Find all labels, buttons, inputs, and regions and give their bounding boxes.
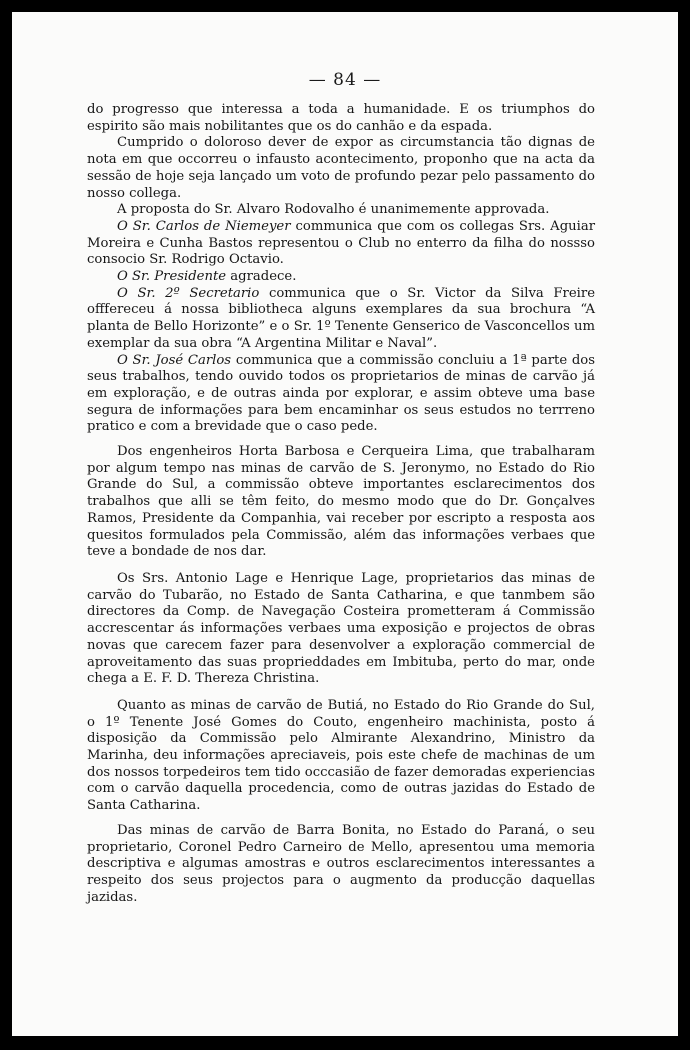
paragraph-text: do progresso que interessa a toda a humanidade. E os triumphos do espirito são mais nobilitantes que os do canhão e da espada. — [87, 102, 595, 134]
speaker-name: O Sr. 2º Secretario — [117, 285, 260, 301]
paragraph-text: communica que o Sr. Victor da Silva Freire offfereceu á nossa bibliotheca alguns exemplares da sua brochura “A planta de Bello Horizonte” e o Sr. 1º Tenente Genserico de Vasconcellos um exemplar da sua obra “A Argentina Militar e Naval”. — [87, 285, 595, 351]
paragraph — [87, 202, 595, 219]
paragraph-text: communica que a commissão concluiu a 1ª parte dos seus trabalhos, tendo ouvido todos os proprietarios de minas de carvão já em exploração, e de outras ainda por explorar, e assim obteve uma base segura de informações para bem encaminhar os seus estudos no terrreno pratico e com a brevidade que o caso pede. — [87, 352, 596, 435]
paragraph — [87, 102, 595, 135]
paragraph — [87, 219, 595, 269]
speaker-name: O Sr. José Carlos — [117, 352, 232, 368]
paragraph-text: A proposta do Sr. Alvaro Rodovalho é unanimemente approvada. — [117, 202, 550, 218]
paragraph — [87, 135, 595, 202]
speaker-name: O Sr. Carlos de Niemeyer — [117, 218, 291, 234]
paragraph-text: Cumprido o doloroso dever de expor as circumstancia tão dignas de nota em que occorreu o infausto acontecimento, proponho que na acta da sessão de hoje seja lançado um voto de profundo pezar pelo passamento do nosso collega. — [87, 135, 595, 201]
paragraph-text: Dos engenheiros Horta Barbosa e Cerqueira Lima, que trabalharam por algum tempo nas minas de carvão de S. Jeronymo, no Estado do Rio Grande do Sul, a commissão obteve importantes esclarecimentos dos trabalhos que alli se têm feito, do mesmo modo que do Dr. Gonçalves Ramos, Presidente da Companhia, vai receber por escripto a resposta aos quesitos formulados pela Commissão, além das informações verbaes que teve a bondade de nos dar. — [87, 444, 595, 560]
speaker-name: O Sr. Presidente — [117, 269, 227, 285]
paragraph-text: Quanto as minas de carvão de Butiá, no Estado do Rio Grande do Sul, o 1º Tenente José Gomes do Couto, engenheiro machinista, posto á disposição da Commissão pelo Almirante Alexandrino, Ministro da Marinha, deu informações apreciaveis, pois este chefe de machinas de um dos nossos torpedeiros tem tido occcasião de fazer demoradas experiencias com o carvão daquella procedencia, como de outras jazidas do Estado de Santa Catharina. — [87, 697, 595, 814]
paragraph — [87, 286, 595, 353]
paragraph — [87, 269, 595, 286]
paragraph-text: agradece. — [226, 269, 297, 285]
paragraph — [87, 571, 595, 688]
paragraph-text: Os Srs. Antonio Lage e Henrique Lage, proprietarios das minas de carvão do Tubarão, no Estado de Santa Catharina, e que tanmbem são directores da Comp. de Navegação Costeira prometteram á Commissão accrescentar ás informações verbaes uma exposição e projectos de obras novas que carecem fazer para desenvolver a exploração commercial de aproveitamento das suas proprieddades em Imbituba, perto do mar, onde chega a E. F. D. Thereza Christina. — [87, 570, 595, 687]
paragraph — [87, 353, 595, 437]
page-number: — 84 — — [308, 70, 382, 90]
paragraph-text: Das minas de carvão de Barra Bonita, no Estado do Paraná, o seu proprietario, Coronel Pedro Carneiro de Mello, apresentou uma memoria descriptiva e algumas amostras e outros esclarecimentos interessantes a respeito dos seus projectos para o augmento da producção daquellas jazidas. — [87, 822, 595, 905]
document-page — [12, 12, 678, 1036]
paragraph — [87, 823, 595, 907]
paragraph-text: communica que com os collegas Srs. Aguiar Moreira e Cunha Bastos representou o Club no enterro da filha do nossso consocio Sr. Rodrigo Octavio. — [87, 218, 596, 268]
paragraph — [87, 444, 595, 561]
paragraph — [87, 698, 595, 815]
document-body — [87, 102, 595, 906]
